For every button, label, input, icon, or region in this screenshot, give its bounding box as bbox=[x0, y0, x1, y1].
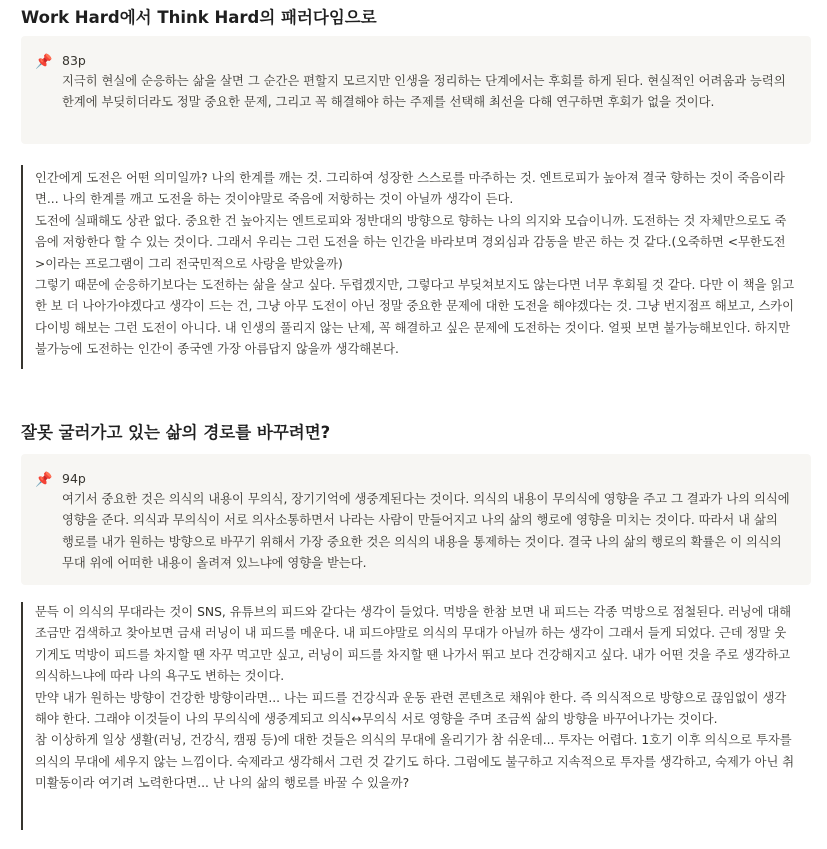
quote-paragraph: 인간에게 도전은 어떤 의미일까? 나의 한계를 깨는 것. 그리하여 성장한 스스로를 마주하는 것. 엔트로피가 높아져 결국 향하는 것이 죽음이라면... 나의 한계를 깨고 도전을 하는 것이야말로 죽음에 저항하는 것이 아닐까 생각이 든다. bbox=[35, 171, 785, 207]
callout-text: 여기서 중요한 것은 의식의 내용이 무의식, 장기기억에 생중계된다는 것이다. 의식의 내용이 무의식에 영향을 주고 그 결과가 나의 의식에 영향을 준다. 의식과 무의식이 서로 의사소통하면서 나라는 사람이 만들어지고 나의 삶의 행로에 영향을 미치는 것이다. 따라서 내 삶의 행로를 내가 원하는 방향으로 바꾸기 위해서 가장 중요한 것은 의식의 내용을 통제하는 것이다. 결국 나의 삶의 행로의 확률은 이 의식의 무대 위에 어떠한 내용이 올려져 있느냐에 영향을 받는다. bbox=[62, 492, 790, 570]
quote-paragraph: 그렇기 때문에 순응하기보다는 도전하는 삶을 살고 싶다. 두렵겠지만, 그렇다고 부딪쳐보지도 않는다면 너무 후회될 것 같다. 다만 이 책을 읽고 한 보 더 나아가야겠다고 생각이 드는 건, 그냥 아무 도전이 아닌 정말 중요한 문제에 대한 도전을 해야겠다는 것. 그냥 번지점프 해보고, 스카이다이빙 해보는 그런 도전이 아니다. 내 인생의 풀리지 않는 난제, 꼭 해결하고 싶은 문제에 도전하는 것이다. 얼핏 보면 불가능해보인다. 하지만 불가능에 도전하는 인간이 종국엔 가장 아름답지 않을까 생각해본다. bbox=[35, 278, 795, 357]
quote-paragraph: 도전에 실패해도 상관 없다. 중요한 건 높아지는 엔트로피와 정반대의 방향으로 향하는 나의 의지와 모습이니까. 도전하는 것 자체만으로도 죽음에 저항한다 할 수 있는 것이다. 그래서 우리는 그런 도전을 하는 인간을 바라보며 경외심과 감동을 받곤 하는 것 같다.(오죽하면 <무한도전>이라는 프로그램이 그리 전국민적으로 사랑을 받았을까) bbox=[35, 213, 787, 271]
callout-94p bbox=[21, 454, 811, 585]
callout-page-ref: 94p bbox=[62, 471, 86, 486]
pushpin-icon: 📌 bbox=[35, 54, 53, 70]
quote-block-2 bbox=[21, 602, 811, 830]
quote-paragraph: 참 이상하게 일상 생활(러닝, 건강식, 캠핑 등)에 대한 것들은 의식의 무대에 올리기가 참 쉬운데... 투자는 어렵다. 1호기 이후 의식으로 투자를 의식의 무대에 세우지 않는 느낌이다. 숙제라고 생각해서 그런 것 같기도 하다. 그럼에도 불구하고 지속적으로 투자를 생각하고, 숙제가 아닌 취미활동이라 여기려 노력한다면... 난 나의 삶의 행로를 바꿀 수 있을까? bbox=[35, 733, 795, 791]
quote-block-1 bbox=[21, 165, 811, 369]
callout-83p bbox=[21, 36, 811, 144]
quote-paragraph: 만약 내가 원하는 방향이 건강한 방향이라면... 나는 피드를 건강식과 운동 관련 콘텐츠로 채워야 한다. 즉 의식적으로 방향으로 끊임없이 생각해야 한다. 그래야 이것들이 나의 무의식에 생중계되고 의식↔무의식 서로 영향을 주며 조금씩 삶의 방향을 바꾸어나가는 것이다. bbox=[35, 690, 787, 727]
pushpin-icon: 📌 bbox=[35, 472, 53, 488]
section-heading-work-hard: Work Hard에서 Think Hard의 패러다임으로 bbox=[21, 8, 377, 27]
callout-page-ref: 83p bbox=[62, 53, 86, 68]
quote-paragraph: 문득 이 의식의 무대라는 것이 SNS, 유튜브의 피드와 같다는 생각이 들었다. 먹방을 한참 보면 내 피드는 각종 먹방으로 점철된다. 러닝에 대해 조금만 검색하고 찾아보면 금새 러닝이 내 피드를 메운다. 내 피드야말로 의식의 무대가 아닐까 하는 생각이 그래서 들게 되었다. 근데 정말 웃기게도 먹방이 피드를 차지할 땐 자꾸 먹고만 싶고, 러닝이 피드를 차지할 땐 나가서 뛰고 보다 건강해지고 싶다. 내가 어떤 것을 주로 생각하고 의식하느냐에 따라 나의 욕구도 변하는 것이다. bbox=[35, 605, 792, 684]
callout-text: 지극히 현실에 순응하는 삶을 살면 그 순간은 편할지 모르지만 인생을 정리하는 단계에서는 후회를 하게 된다. 현실적인 어려움과 능력의 한계에 부딪히더라도 정말 중요한 문제, 그리고 꼭 해결해야 하는 주제를 선택해 최선을 다해 연구하면 후회가 없을 것이다. bbox=[62, 74, 786, 110]
section-heading-life-path: 잘못 굴러가고 있는 삶의 경로를 바꾸려면? bbox=[21, 423, 331, 442]
